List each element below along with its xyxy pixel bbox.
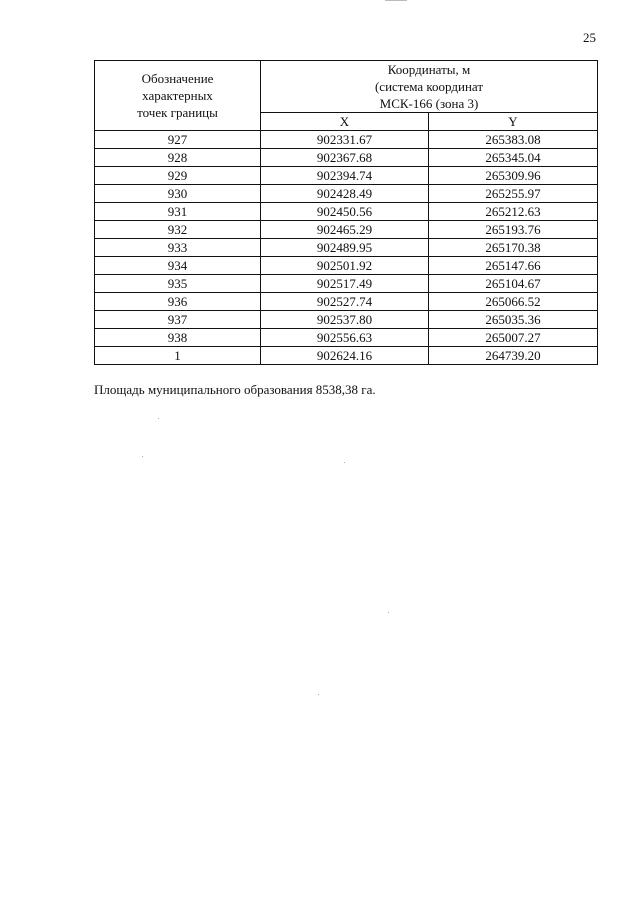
cell-x: 902501.92 (261, 257, 429, 275)
table-row (95, 131, 598, 149)
cell-y: 265007.27 (429, 329, 598, 347)
cell-x: 902450.56 (261, 203, 429, 221)
scan-speck (142, 456, 143, 457)
header-x: X (261, 113, 429, 131)
cell-y: 265383.08 (429, 131, 598, 149)
cell-x: 902624.16 (261, 347, 429, 365)
cell-point: 1 (95, 347, 261, 365)
cell-point: 930 (95, 185, 261, 203)
cell-point: 927 (95, 131, 261, 149)
table-row (95, 185, 598, 203)
table-row (95, 347, 598, 365)
table-header-row (95, 61, 598, 113)
table-row (95, 239, 598, 257)
cell-x: 902527.74 (261, 293, 429, 311)
cell-point: 934 (95, 257, 261, 275)
table-row (95, 293, 598, 311)
cell-x: 902556.63 (261, 329, 429, 347)
table-body (95, 131, 598, 365)
cell-x: 902465.29 (261, 221, 429, 239)
cell-x: 902367.68 (261, 149, 429, 167)
cell-y: 265255.97 (429, 185, 598, 203)
table-row (95, 257, 598, 275)
table-row (95, 311, 598, 329)
coordinates-table (94, 60, 598, 365)
table-row (95, 329, 598, 347)
cell-point: 937 (95, 311, 261, 329)
cell-point: 933 (95, 239, 261, 257)
header-point-designation: Обозначение характерных точек границы (95, 61, 261, 131)
cell-point: 935 (95, 275, 261, 293)
cell-y: 265066.52 (429, 293, 598, 311)
cell-y: 265309.96 (429, 167, 598, 185)
cell-point: 928 (95, 149, 261, 167)
cell-y: 264739.20 (429, 347, 598, 365)
table-row (95, 149, 598, 167)
scan-speck (344, 462, 345, 463)
cell-y: 265035.36 (429, 311, 598, 329)
cell-y: 265193.76 (429, 221, 598, 239)
scan-speck (158, 418, 159, 419)
header-y: Y (429, 113, 598, 131)
cell-x: 902537.80 (261, 311, 429, 329)
header-coordinates: Координаты, м (система координат МСК-166 (зона 3) (261, 61, 598, 113)
area-statement: Площадь муниципального образования 8538,38 га. (94, 382, 376, 397)
cell-x: 902394.74 (261, 167, 429, 185)
cell-point: 938 (95, 329, 261, 347)
cell-x: 902489.95 (261, 239, 429, 257)
cell-point: 931 (95, 203, 261, 221)
cell-y: 265170.38 (429, 239, 598, 257)
page-number: 25 (583, 30, 596, 45)
table-row (95, 167, 598, 185)
table-row (95, 275, 598, 293)
scan-speck (388, 612, 389, 613)
cell-y: 265147.66 (429, 257, 598, 275)
table-row (95, 221, 598, 239)
cell-point: 929 (95, 167, 261, 185)
table-row (95, 203, 598, 221)
cell-y: 265104.67 (429, 275, 598, 293)
scan-mark (385, 0, 407, 1)
cell-y: 265212.63 (429, 203, 598, 221)
cell-x: 902331.67 (261, 131, 429, 149)
cell-point: 932 (95, 221, 261, 239)
cell-point: 936 (95, 293, 261, 311)
cell-x: 902428.49 (261, 185, 429, 203)
cell-x: 902517.49 (261, 275, 429, 293)
cell-y: 265345.04 (429, 149, 598, 167)
scan-speck (318, 694, 319, 695)
